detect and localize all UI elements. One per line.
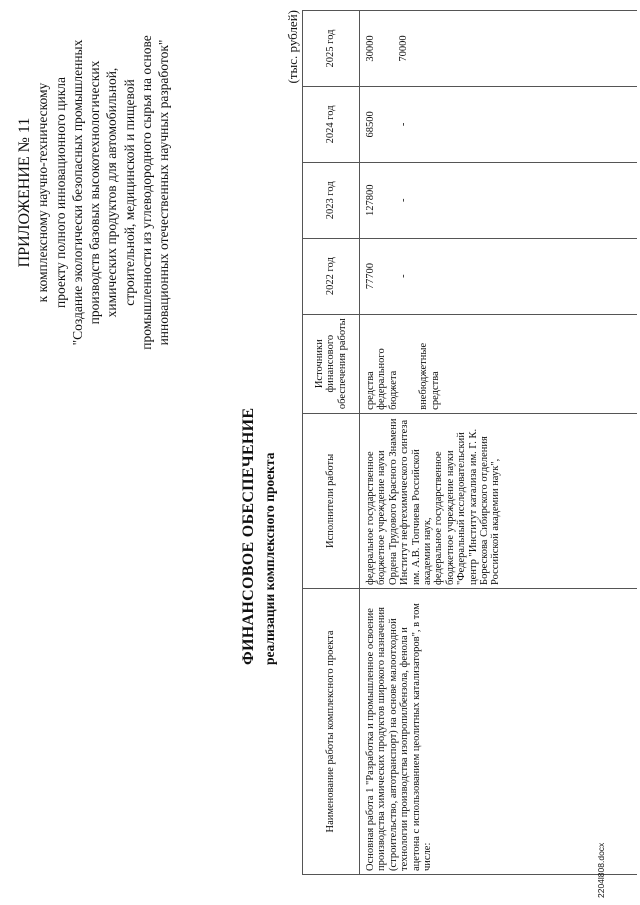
sources-cell [360, 314, 638, 413]
value-extra-2025: 70000 [398, 35, 410, 62]
cell-2023 [360, 162, 638, 238]
cell-2022 [360, 238, 638, 314]
appendix-line: к комплексному научно-техническому [35, 82, 51, 303]
header-2023: 2023 год [303, 162, 360, 238]
appendix-line: химических продуктов для автомобильной, [104, 67, 120, 318]
appendix-title: ПРИЛОЖЕНИЕ № 11 [16, 117, 33, 268]
page-heading: ФИНАНСОВОЕ ОБЕСПЕЧЕНИЕ [240, 407, 257, 665]
table-row [360, 11, 638, 875]
units-label: (тыс. рублей) [285, 10, 300, 84]
document-code: 2204l808.docx [596, 842, 606, 898]
appendix-block [16, 0, 173, 385]
value-extra-2023: - [398, 198, 410, 203]
appendix-line: строительной, медицинской и пищевой [121, 79, 137, 306]
appendix-line: "Создание экологически безопасных промышленных [69, 39, 85, 346]
executor-entry: федеральное государственное бюджетное учреждение науки Ордена Трудового Красного Знамени Институт нефтехимического синтеза им. А.В. Топчиева Российской академии наук, [365, 418, 434, 585]
value-extra-2022: - [398, 274, 410, 278]
work-name-cell: Основная работа 1 "Разработка и промышленное освоение производства химических продуктов широкого назначения (строительство, автотранспорт) на основе малоотходной технологии производства изопропилбензола, фенола и ацетона с использованием цеолитных катализаторов", в том числе: [360, 588, 638, 874]
value-federal-2025: 30000 [365, 35, 376, 62]
value-federal-2024: 68500 [365, 111, 376, 138]
executors-cell [360, 413, 638, 588]
executor-entry: федеральное государственное бюджетное учреждение науки "Федеральный исследовательский центр "Институт катализа им. Г. К. Борескова Сибирского отделения Российской академии наук", [433, 428, 502, 585]
table-header-row [303, 11, 360, 875]
financing-table [302, 10, 637, 875]
header-executors: Исполнители работы [303, 413, 360, 588]
appendix-line: проекту полного инновационного цикла [52, 76, 68, 309]
cell-2025 [360, 11, 638, 87]
value-extra-2024: - [398, 122, 410, 127]
header-2022: 2022 год [303, 238, 360, 314]
header-sources: Источники финансового обеспечения работы [303, 314, 360, 413]
page-subheading: реализации комплексного проекта [262, 452, 277, 665]
header-work-name: Наименование работы комплексного проекта [303, 588, 360, 874]
appendix-line: промышленности из углеводородного сырья на основе [139, 35, 155, 350]
header-2024: 2024 год [303, 86, 360, 162]
value-federal-2022: 77700 [365, 263, 376, 290]
appendix-line: производств базовых высокотехнологических [87, 60, 103, 325]
source-entry: внебюджетные средства [418, 342, 441, 410]
appendix-line: инновационных отечественных научных разработок" [156, 39, 172, 346]
value-federal-2023: 127800 [365, 184, 376, 217]
cell-2024 [360, 86, 638, 162]
header-2025: 2025 год [303, 11, 360, 87]
source-entry: средства федерального бюджета [365, 348, 399, 410]
